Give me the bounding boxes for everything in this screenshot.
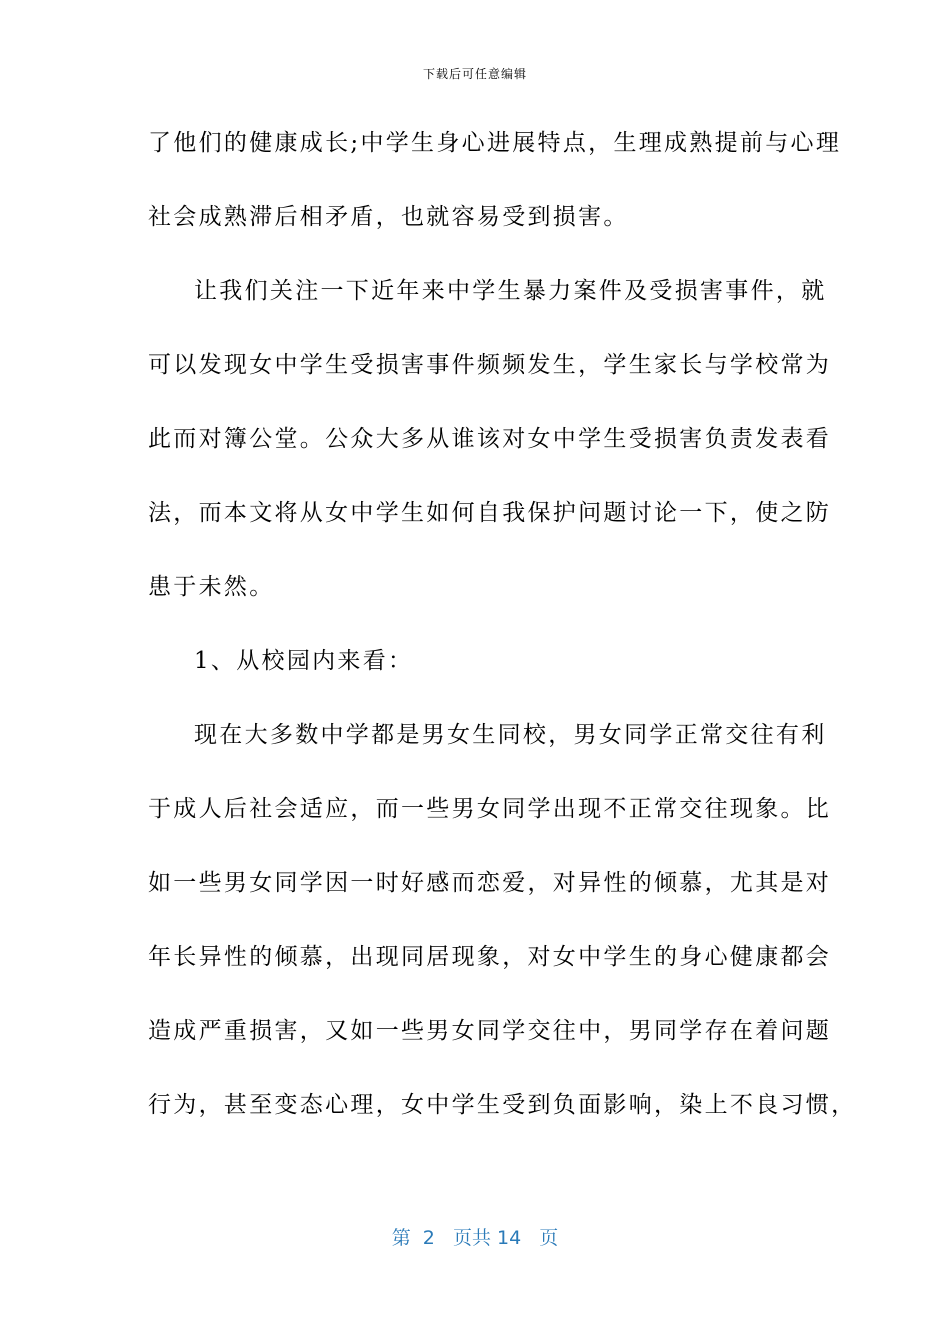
body-line: 此而对簿公堂。公众大多从谁该对女中学生受损害负责发表看: [148, 426, 832, 452]
body-line: 于成人后社会适应，而一些男女同学出现不正常交往现象。比: [148, 796, 832, 822]
body-line: 可以发现女中学生受损害事件频频发生，学生家长与学校常为: [148, 352, 832, 378]
body-line: 造成严重损害，又如一些男女同学交往中，男同学存在着问题: [148, 1018, 832, 1044]
page-number-footer: 第 2 页共 14 页: [391, 1227, 559, 1249]
body-line: 了他们的健康成长;中学生身心进展特点，生理成熟提前与心理: [148, 130, 842, 156]
body-line: 让我们关注一下近年来中学生暴力案件及受损害事件，就: [194, 278, 827, 304]
page-header: 下载后可任意编辑: [422, 67, 527, 81]
body-line: 现在大多数中学都是男女生同校，男女同学正常交往有利: [194, 722, 827, 748]
body-line: 年长异性的倾慕，出现同居现象，对女中学生的身心健康都会: [148, 944, 832, 970]
body-line: 社会成熟滞后相矛盾，也就容易受到损害。: [148, 204, 629, 230]
section-heading: 1、从校园内来看：: [194, 648, 414, 674]
body-line: 法，而本文将从女中学生如何自我保护问题讨论一下，使之防: [148, 500, 832, 526]
body-line: 如一些男女同学因一时好感而恋爱，对异性的倾慕，尤其是对: [148, 870, 832, 896]
body-line: 患于未然。: [148, 574, 275, 600]
body-line: 行为，甚至变态心理，女中学生受到负面影响，染上不良习惯，: [148, 1092, 857, 1118]
